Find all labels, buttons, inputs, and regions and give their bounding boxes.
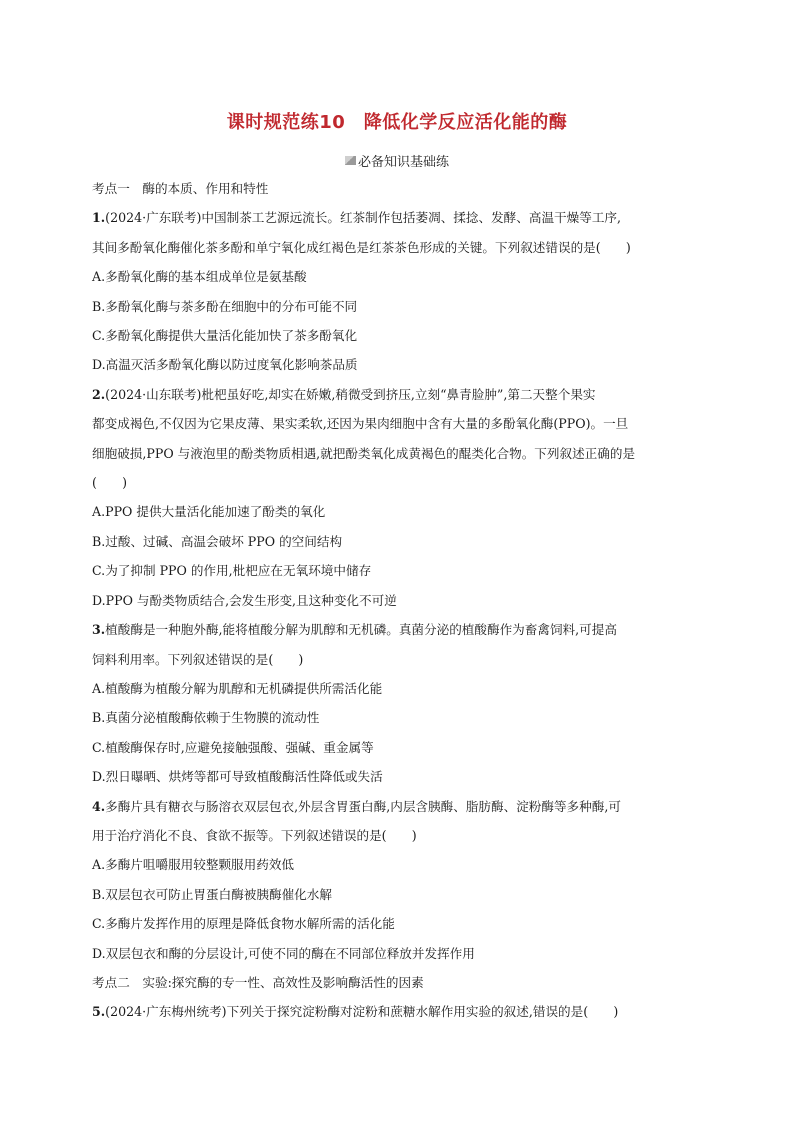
question-text: 多酶片具有糖衣与肠溶衣双层包衣,外层含胃蛋白酶,内层含胰酶、脂肪酶、淀粉酶等多种酶,可 bbox=[105, 798, 621, 814]
question-1-option-d: D.高温灭活多酚氧化酶以防过度氧化影响茶品质 bbox=[92, 357, 358, 373]
question-4-option-b: B.双层包衣可防止胃蛋白酶被胰酶催化水解 bbox=[92, 886, 332, 902]
question-1-option-c: C.多酚氧化酶提供大量活化能加快了茶多酚氧化 bbox=[92, 328, 358, 344]
section-marker-icon bbox=[345, 156, 356, 165]
question-3-option-b: B.真菌分泌植酸酶依赖于生物膜的流动性 bbox=[92, 710, 320, 726]
question-number: 5. bbox=[92, 1004, 106, 1020]
question-number: 1. bbox=[92, 210, 106, 226]
question-4-line-2: 用于治疗消化不良、食欲不振等。下列叙述错误的是( ) bbox=[92, 827, 417, 843]
question-2-line-4: ( ) bbox=[92, 475, 128, 491]
question-4-option-d: D.双层包衣和酶的分层设计,可使不同的酶在不同部位释放并发挥作用 bbox=[92, 945, 475, 961]
question-text: 枇杷虽好吃,却实在娇嫩,稍微受到挤压,立刻“鼻青脸肿”,第二天整个果实 bbox=[201, 386, 596, 402]
question-number: 4. bbox=[92, 798, 106, 814]
question-4-option-a: A.多酶片咀嚼服用较整颗服用药效低 bbox=[92, 857, 295, 873]
question-4-line-1 bbox=[92, 792, 712, 821]
question-number: 3. bbox=[92, 622, 106, 638]
question-2-line-1 bbox=[92, 380, 712, 409]
question-2-option-a: A.PPO 提供大量活化能加速了酚类的氧化 bbox=[92, 504, 326, 520]
question-3-line-1 bbox=[92, 615, 712, 644]
section-heading-2: 考点二 实验:探究酶的专一性、高效性及影响酶活性的因素 bbox=[92, 974, 424, 990]
question-text: 中国制茶工艺源远流长。红茶制作包括萎凋、揉捻、发酵、高温干燥等工序, bbox=[201, 210, 622, 226]
question-2-option-b: B.过酸、过碱、高温会破坏 PPO 的空间结构 bbox=[92, 533, 343, 549]
question-2-option-d: D.PPO 与酚类物质结合,会发生形变,且这种变化不可逆 bbox=[92, 592, 397, 608]
subtitle-text: 必备知识基础练 bbox=[357, 155, 449, 170]
question-1-line-1 bbox=[92, 203, 712, 232]
question-3-option-a: A.植酸酶为植酸分解为肌醇和无机磷提供所需活化能 bbox=[92, 680, 383, 696]
question-2-option-c: C.为了抑制 PPO 的作用,枇杷应在无氧环境中储存 bbox=[92, 563, 372, 579]
question-source: (2024·广东联考) bbox=[105, 210, 202, 226]
page-subtitle bbox=[0, 151, 794, 170]
page-title: 课时规范练10 降低化学反应活化能的酶 bbox=[226, 112, 568, 133]
question-text: 下列关于探究淀粉酶对淀粉和蔗糖水解作用实验的叙述,错误的是( ) bbox=[226, 1004, 619, 1020]
question-text: 植酸酶是一种胞外酶,能将植酸分解为肌醇和无机磷。真菌分泌的植酸酶作为畜禽饲料,可提高 bbox=[105, 622, 617, 638]
question-2-line-3: 细胞破损,PPO 与液泡里的酚类物质相遇,就把酚类氧化成黄褐色的醌类化合物。下列叙述正确的是 bbox=[92, 445, 636, 461]
question-1-option-a: A.多酚氧化酶的基本组成单位是氨基酸 bbox=[92, 269, 307, 285]
question-source: (2024·山东联考) bbox=[105, 386, 202, 402]
question-1-line-2: 其间多酚氧化酶催化茶多酚和单宁氧化成红褐色是红茶茶色形成的关键。下列叙述错误的是( ) bbox=[92, 239, 631, 255]
section-heading-1: 考点一 酶的本质、作用和特性 bbox=[92, 181, 269, 196]
question-1-option-b: B.多酚氧化酶与茶多酚在细胞中的分布可能不同 bbox=[92, 298, 358, 314]
question-2-line-2: 都变成褐色,不仅因为它果皮薄、果实柔软,还因为果肉细胞中含有大量的多酚氧化酶(PPO)。一旦 bbox=[92, 416, 629, 432]
question-3-line-2: 饲料利用率。下列叙述错误的是( ) bbox=[92, 651, 304, 667]
question-3-option-c: C.植酸酶保存时,应避免接触强酸、强碱、重金属等 bbox=[92, 739, 374, 755]
question-number: 2. bbox=[92, 386, 106, 402]
question-list bbox=[92, 174, 712, 1027]
question-source: (2024·广东梅州统考) bbox=[105, 1004, 227, 1020]
question-3-option-d: D.烈日曝晒、烘烤等都可导致植酸酶活性降低或失活 bbox=[92, 769, 383, 785]
question-5-line-1 bbox=[92, 997, 712, 1026]
question-4-option-c: C.多酶片发挥作用的原理是降低食物水解所需的活化能 bbox=[92, 916, 395, 932]
